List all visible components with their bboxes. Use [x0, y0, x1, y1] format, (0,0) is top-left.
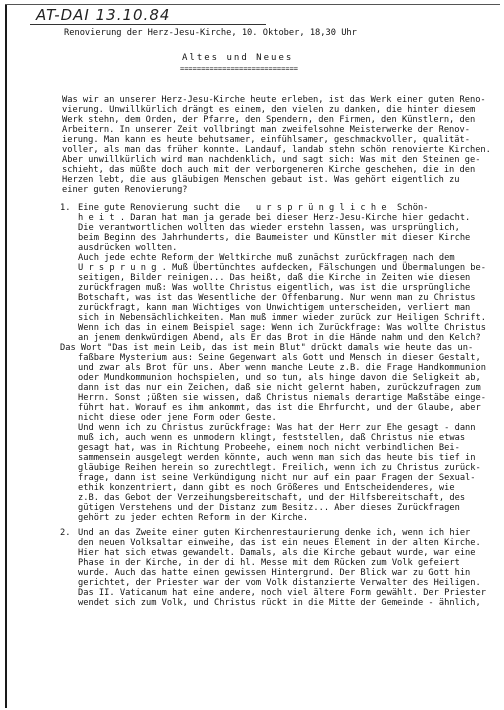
text-line: Die verantwortlichen wollten das wieder erstehn lassen, was ursprünglich, — [78, 223, 460, 233]
text-line: beim Beginn des Jahrhunderts, die Baumeister und Künstler mit dieser Kirche — [78, 233, 471, 243]
text-line: Was wir an unserer Herz-Jesu-Kirche heute erleben, ist das Werk einer guten Reno- — [62, 95, 486, 105]
text-line: oder Mundkommunion hochspielen, und so tun, als hinge davon die Seligkeit ab, — [78, 373, 481, 383]
text-line: Wenn ich das in einem Beispiel sage: Wenn ich Zurückfrage: Was wollte Christus — [78, 323, 486, 333]
text-line: Herrn. Sonst ;üßten sie wissen, daß Christus niemals derartige Maßstäbe einge- — [78, 393, 486, 403]
text-line: Herzen lebt, die aus gläubigen Menschen gebaut ist. Was gehört eigentlich zu — [62, 175, 460, 185]
text-line: gerichtet, der Priester war der vom Volk distanzierte Verwalter des Heiligen. — [78, 578, 481, 588]
text-line: wurde. Auch das hatte einen gewissen Hintergrund. Der Blick war zu Gott hin — [78, 568, 471, 578]
text-line: Und wenn ich zu Christus zurückfrage: Was hat der Herr zur Ehe gesagt - dann — [78, 423, 476, 433]
text-line: Eine gute Renovierung sucht die u r s p r ü n g l i c h e Schön- — [78, 203, 429, 213]
text-line: muß ich, auch wenn es unmodern klingt, feststellen, daß Christus nie etwas — [78, 433, 466, 443]
text-line: schieht, das müßte doch auch mit der verborgeneren Kirche geschehen, die in den — [62, 165, 476, 175]
archive-mark-handwritten: AT-DAI 13.10.84 — [36, 6, 171, 24]
text-line: sich in Nebensächlichkeiten. Man muß immer wieder zurück zur Heiligen Schrift. — [78, 313, 486, 323]
point-1-number: 1. — [60, 203, 71, 213]
text-line: ethik konzentriert, dann gibt es noch Größeres und Entscheidenderes, wie — [78, 483, 455, 493]
text-line: Arbeitern. In unserer Zeit vollbringt man zweifelsohne Meisterwerke der Renov- — [62, 125, 470, 135]
text-line: einer guten Renovierung? — [62, 185, 188, 195]
text-line: seitigen, Bilder reinigen... Das heißt, daß die Kirche in Zeiten wie diesen — [78, 273, 471, 283]
text-line: nicht diese oder jene Form oder Geste. — [78, 413, 277, 423]
text-line: gesagt hat, was in Richtung Probeehe, einem noch nicht verbindlichen Bei- — [78, 443, 460, 453]
text-line: vierung. Unwillkürlich drängt es einem, den vielen zu danken, die hinter diesem — [62, 105, 476, 115]
text-line: dann ist das nur ein Zeichen, daß sie nicht gelernt haben, zurückzufragen zum — [78, 383, 481, 393]
text-line: gehört zu jeder echten Reform in der Kirche. — [78, 513, 309, 523]
text-line: sammensein ausgelegt werden könnte, auch wenn man sich das heute bis tief in — [78, 453, 476, 463]
text-line: frage, dann ist seine Verkündigung nicht nur auf ein paar Fragen der Sexual- — [78, 473, 476, 483]
text-line: voller, als man das früher konnte. Landauf, landab stehn schön renovierte Kirchen. — [62, 145, 491, 155]
text-line: Auch jede echte Reform der Weltkirche muß zunächst zurückfragen nach dem — [78, 253, 455, 263]
text-line: zurückfragt, kann man Wichtiges von Unwichtigem unterscheiden, verliert man — [78, 303, 471, 313]
text-line: an jenem denkwürdigen Abend, als Er das Brot in die Hände nahm und den Kelch? — [78, 333, 481, 343]
text-line: faßbare Mysterium aus: Seine Gegenwart als Gott und Mensch in dieser Gestalt, — [78, 353, 481, 363]
text-line: den neuen Volksaltar einweihe, das ist ein neues Element in der alten Kirche. — [78, 538, 481, 548]
text-line: zurückfragen muß: Was wollte Christus eigentlich, was ist die ursprüngliche — [78, 283, 471, 293]
scan-edge-left — [5, 4, 7, 708]
text-line: und zwar als Brot für uns. Aber wenn manche Leute z.B. die Frage Handkommunion — [78, 363, 486, 373]
text-line: Werk stehn, dem Orden, der Pfarre, den Spendern, den Firmen, den Künstlern, den — [62, 115, 476, 125]
document-heading: Altes und Neues — [182, 53, 294, 63]
point-1-line-wort: Das Wort "Das ist mein Leib, das ist mein Blut" drückt damals wie heute das un- — [60, 343, 474, 353]
text-line: gütigen Verstehens und der Distanz zum Besitz... Aber dieses Zurückfragen — [78, 503, 460, 513]
text-line: Hier hat sich etwas gewandelt. Damals, als die Kirche gebaut wurde, war eine — [78, 548, 476, 558]
text-line: h e i t . Daran hat man ja gerade bei dieser Herz-Jesu-Kirche hier gedacht. — [78, 213, 471, 223]
text-line: wendet sich zum Volk, und Christus rückt in die Mitte der Gemeinde - ähnlich, — [78, 598, 481, 608]
text-line: Aber unwillkürlich wird man nachdenklich, und sagt sich: Was mit den Steinen ge- — [62, 155, 481, 165]
text-line: z.B. das Gebot der Verzeihungsbereitschaft, und der Hilfsbereitschaft, des — [78, 493, 466, 503]
text-line: U r s p r u n g . Muß Übertünchtes aufdecken, Fälschungen und Übermalungen be- — [78, 263, 486, 273]
text-line: Und an das Zweite einer guten Kirchenrestaurierung denke ich, wenn ich hier — [78, 528, 471, 538]
archive-mark-underline — [30, 24, 266, 25]
heading-underline: ============================ — [180, 65, 299, 73]
text-line: Das II. Vaticanum hat eine andere, noch viel ältere Form gewählt. Der Priester — [78, 588, 486, 598]
text-line: gläubige Reihen herein so zurechtlegt. Freilich, wenn ich zu Christus zurück- — [78, 463, 481, 473]
text-line: Botschaft, was ist das Wesentliche der Offenbarung. Nur wenn man zu Christus — [78, 293, 476, 303]
point-2-number: 2. — [60, 528, 71, 538]
text-line: Phase in der Kirche, in der di hl. Messe mit dem Rücken zum Volk gefeiert — [78, 558, 460, 568]
scan-edge-top — [5, 4, 500, 5]
text-line: führt hat. Worauf es ihm ankommt, das ist die Ehrfurcht, und der Glaube, aber — [78, 403, 481, 413]
document-subtitle: Renovierung der Herz-Jesu-Kirche, 10. Oktober, 18,30 Uhr — [64, 28, 357, 38]
text-line: ierung. Man kann es heute behutsamer, einfühlsamer, geschmackvoller, qualität- — [62, 135, 470, 145]
text-line: ausdrücken wollten. — [78, 243, 178, 253]
